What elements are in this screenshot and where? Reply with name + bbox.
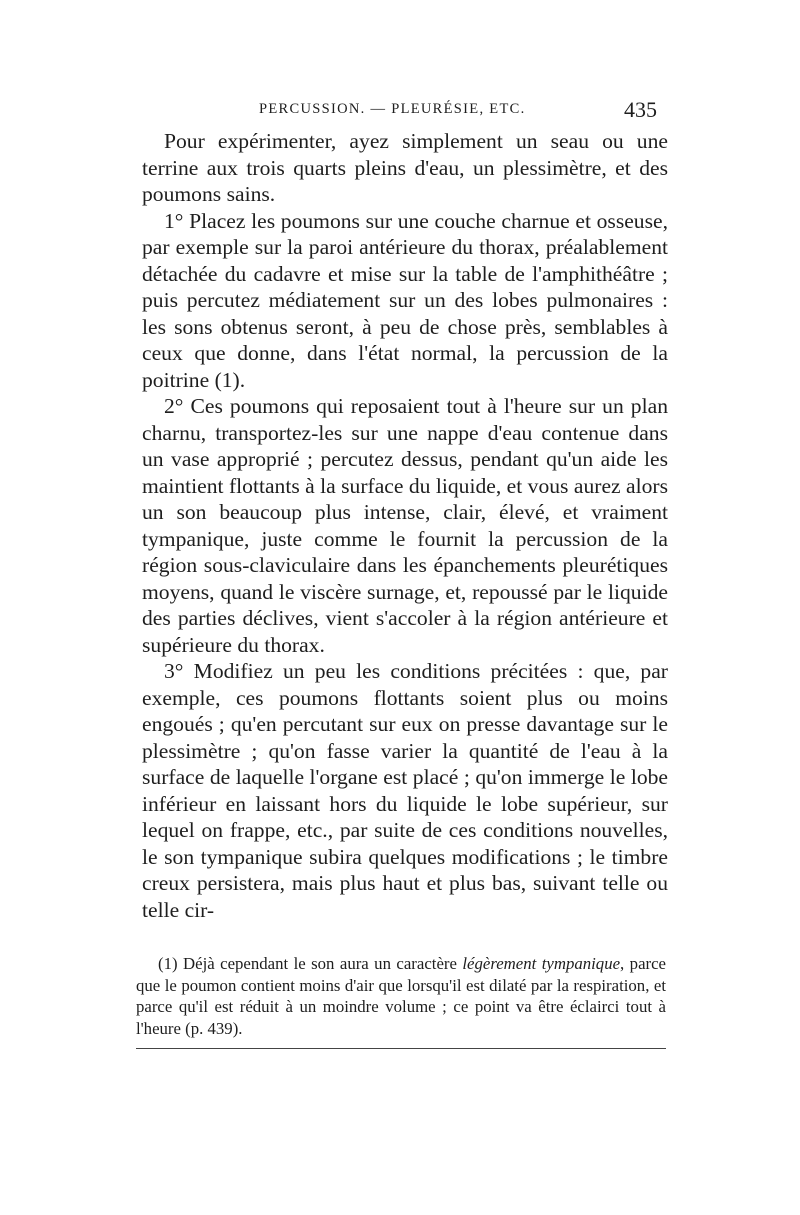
- footnote-text-end: , parce que le poumon contient moins d'air que lorsqu'il est dilaté par la respiration, et parce qu'il est réduit à un moindre volume ; ce point va être éclairci tout à l'heure (p. 439).: [136, 954, 667, 1038]
- body-text: [142, 128, 668, 923]
- page-number: 435: [624, 97, 657, 122]
- footnote-emphasis: légèrement tympanique: [462, 954, 621, 973]
- page-header: [135, 97, 665, 127]
- footnote-text-start: (1) Déjà cependant le son aura un caractère: [158, 954, 463, 973]
- footnote-rule: [136, 1048, 666, 1049]
- footnotes: [136, 953, 666, 1039]
- paragraph-step-3: 3° Modifiez un peu les conditions précitées : que, par exemple, ces poumons flottants soient plus ou moins engoués ; qu'en percutant sur eux on presse davantage sur le plessimètre ; qu'on fasse varier la quantité de l'eau à la surface de laquelle l'organe est placé ; qu'on immerge le lobe inférieur en laissant hors du liquide le lobe supérieur, sur lequel on frappe, etc., par suite de ces conditions nouvelles, le son tympanique subira quelques modifications ; le timbre creux persistera, mais plus haut et plus bas, suivant telle ou telle cir-: [142, 659, 668, 922]
- paragraph-step-1: 1° Placez les poumons sur une couche charnue et osseuse, par exemple sur la paroi antérieure du thorax, préalablement détachée du cadavre et mise sur la table de l'amphithéâtre ; puis percutez médiatement sur un des lobes pulmonaires : les sons obtenus seront, à peu de chose près, semblables à ceux que donne, dans l'état normal, la percussion de la poitrine (1).: [142, 208, 668, 392]
- running-head: PERCUSSION. — PLEURÉSIE, ETC.: [259, 101, 526, 117]
- paragraph-step-2: 2° Ces poumons qui reposaient tout à l'heure sur un plan charnu, transportez-les sur une nappe d'eau contenue dans un vase approprié ; percutez dessus, pendant qu'un aide les maintient flottants à la surface du liquide, et vous aurez alors un son beaucoup plus intense, clair, élevé, et vraiment tympanique, juste comme le fournit la percussion de la région sous-claviculaire dans les épanchements pleurétiques moyens, quand le viscère surnage, et, repoussé par le liquide des parties déclives, vient s'accoler à la région antérieure et supérieure du thorax.: [142, 394, 668, 657]
- footnote-1: [136, 953, 666, 1039]
- paragraph-intro: Pour expérimenter, ayez simplement un seau ou une terrine aux trois quarts pleins d'eau, un plessimètre, et des poumons sains.: [142, 129, 668, 206]
